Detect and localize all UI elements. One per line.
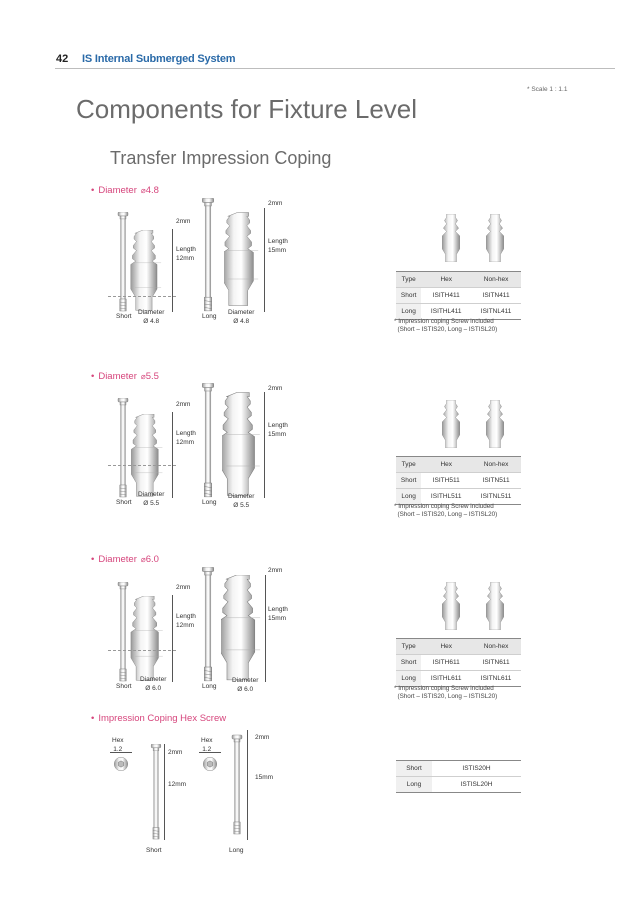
dim-2mm-label: 2mm	[176, 584, 191, 591]
reference-line	[108, 296, 176, 297]
coping-short-illustration	[128, 596, 170, 682]
table-cell: Short	[396, 655, 421, 671]
col-header: Type	[396, 272, 421, 288]
diameter-label: Diameter Ø 4.8	[228, 309, 255, 325]
screw-long-illustration	[201, 198, 215, 312]
table-cell: ISITH511	[421, 473, 471, 489]
section-heading: • Diameter ⌀4.8	[91, 185, 159, 196]
section-heading: • Diameter ⌀6.0	[91, 554, 159, 565]
table-cell: Short	[396, 473, 421, 489]
col-header: Non-hex	[471, 639, 521, 655]
length-label: Length 15mm	[268, 238, 288, 254]
length-dimension-line	[172, 229, 173, 312]
col-header: Non-hex	[471, 272, 521, 288]
short-label: Short	[116, 683, 132, 690]
dim-12mm-label: 12mm	[168, 781, 187, 788]
length-label: Length 12mm	[176, 246, 196, 262]
length-label: Length 12mm	[176, 613, 196, 629]
long-label: Long	[202, 499, 217, 506]
non-hex-coping-photo	[484, 214, 506, 262]
table-cell: ISITH611	[421, 655, 471, 671]
non-hex-coping-photo	[484, 400, 506, 448]
table-note: * Impression coping Screw included (Short – ISTIS20, Long – ISTISL20)	[394, 318, 498, 333]
hex-dimension-line	[199, 752, 221, 753]
diameter-label: Diameter Ø 5.5	[228, 493, 255, 509]
scale-note: * Scale 1 : 1.1	[527, 86, 568, 93]
long-label: Long	[202, 683, 217, 690]
table-note: * Impression coping Screw included (Short – ISTIS20, Long – ISTISL20)	[394, 503, 498, 518]
table-cell: Long	[396, 304, 421, 320]
coping-short-illustration	[129, 414, 169, 498]
dim-15mm-label: 15mm	[255, 774, 274, 781]
page-number: 42	[56, 53, 69, 65]
dim-2mm-label: 2mm	[176, 218, 191, 225]
section-heading: • Diameter ⌀5.5	[91, 371, 159, 382]
coping-short-illustration	[130, 230, 166, 312]
table-note: * Impression coping Screw included (Short – ISTIS20, Long – ISTISL20)	[394, 685, 498, 700]
long-label: Long	[202, 313, 217, 320]
long-label: Long	[229, 847, 244, 854]
table-cell: ISTIS20H	[432, 761, 521, 777]
length-dimension-line	[164, 744, 165, 840]
hex-coping-photo	[440, 214, 462, 262]
reference-line	[108, 465, 176, 466]
spec-table	[396, 271, 521, 320]
length-dimension-line	[265, 575, 266, 682]
length-dimension-line	[264, 208, 265, 312]
screw-long-illustration	[201, 383, 215, 498]
coping-long-illustration	[224, 208, 262, 312]
table-cell: ISITH411	[421, 288, 471, 304]
table-cell: ISITN511	[471, 473, 521, 489]
coping-long-illustration	[221, 575, 265, 682]
hex-size-label: Hex 1.2	[112, 737, 124, 753]
table-cell: ISITN411	[471, 288, 521, 304]
dim-2mm-label: 2mm	[268, 567, 283, 574]
hex-size-label: Hex 1.2	[201, 737, 213, 753]
dim-2mm-label: 2mm	[268, 200, 283, 207]
page-subtitle: Transfer Impression Coping	[110, 148, 332, 168]
table-cell: ISITNL611	[471, 671, 521, 687]
table-cell: ISITHL411	[421, 304, 471, 320]
col-header: Type	[396, 639, 421, 655]
table-cell: ISITHL511	[421, 489, 471, 505]
non-hex-coping-photo	[484, 582, 506, 630]
diameter-label: Diameter Ø 6.0	[232, 677, 259, 693]
hex-head-icon	[202, 756, 218, 772]
screw-short-illustration	[116, 212, 130, 312]
reference-line	[108, 650, 176, 651]
screw-long-illustration	[201, 567, 215, 682]
table-cell: ISITNL511	[471, 489, 521, 505]
col-header: Non-hex	[471, 457, 521, 473]
col-header: Hex	[421, 639, 471, 655]
length-dimension-line	[172, 412, 173, 498]
table-cell: ISITN611	[471, 655, 521, 671]
length-label: Length 15mm	[268, 422, 288, 438]
hex-head-icon	[113, 756, 129, 772]
screw-short-illustration	[116, 398, 130, 498]
spec-table	[396, 638, 521, 687]
screw-short-illustration	[150, 744, 162, 840]
hex-coping-photo	[440, 582, 462, 630]
short-label: Short	[116, 313, 132, 320]
table-cell: ISITNL411	[471, 304, 521, 320]
spec-table	[396, 456, 521, 505]
running-header-title: IS Internal Submerged System	[82, 53, 236, 65]
coping-long-illustration	[222, 392, 264, 498]
table-cell: ISTISL20H	[432, 777, 521, 793]
dim-2mm-label: 2mm	[255, 734, 270, 741]
hex-coping-photo	[440, 400, 462, 448]
dim-2mm-label: 2mm	[168, 749, 183, 756]
short-label: Short	[146, 847, 162, 854]
length-dimension-line	[247, 730, 248, 840]
table-cell: Short	[396, 288, 421, 304]
page-title: Components for Fixture Level	[76, 94, 418, 124]
diameter-label: Diameter Ø 5.5	[138, 491, 165, 507]
table-cell: Long	[396, 671, 421, 687]
col-header: Type	[396, 457, 421, 473]
col-header: Hex	[421, 457, 471, 473]
dim-2mm-label: 2mm	[176, 401, 191, 408]
hex-dimension-line	[110, 752, 132, 753]
length-label: Length 12mm	[176, 430, 196, 446]
screw-spec-table	[396, 760, 521, 793]
screw-long-illustration	[231, 730, 243, 840]
length-dimension-line	[264, 392, 265, 498]
diameter-label: Diameter Ø 6.0	[140, 676, 167, 692]
dim-2mm-label: 2mm	[268, 385, 283, 392]
table-cell: Long	[396, 489, 421, 505]
table-cell: Short	[396, 761, 432, 777]
col-header: Hex	[421, 272, 471, 288]
short-label: Short	[116, 499, 132, 506]
section-heading: • Impression Coping Hex Screw	[91, 713, 227, 724]
diameter-label: Diameter Ø 4.8	[138, 309, 165, 325]
table-cell: ISITHL611	[421, 671, 471, 687]
header-divider	[55, 68, 615, 69]
table-cell: Long	[396, 777, 432, 793]
length-label: Length 15mm	[268, 606, 288, 622]
length-dimension-line	[172, 595, 173, 682]
